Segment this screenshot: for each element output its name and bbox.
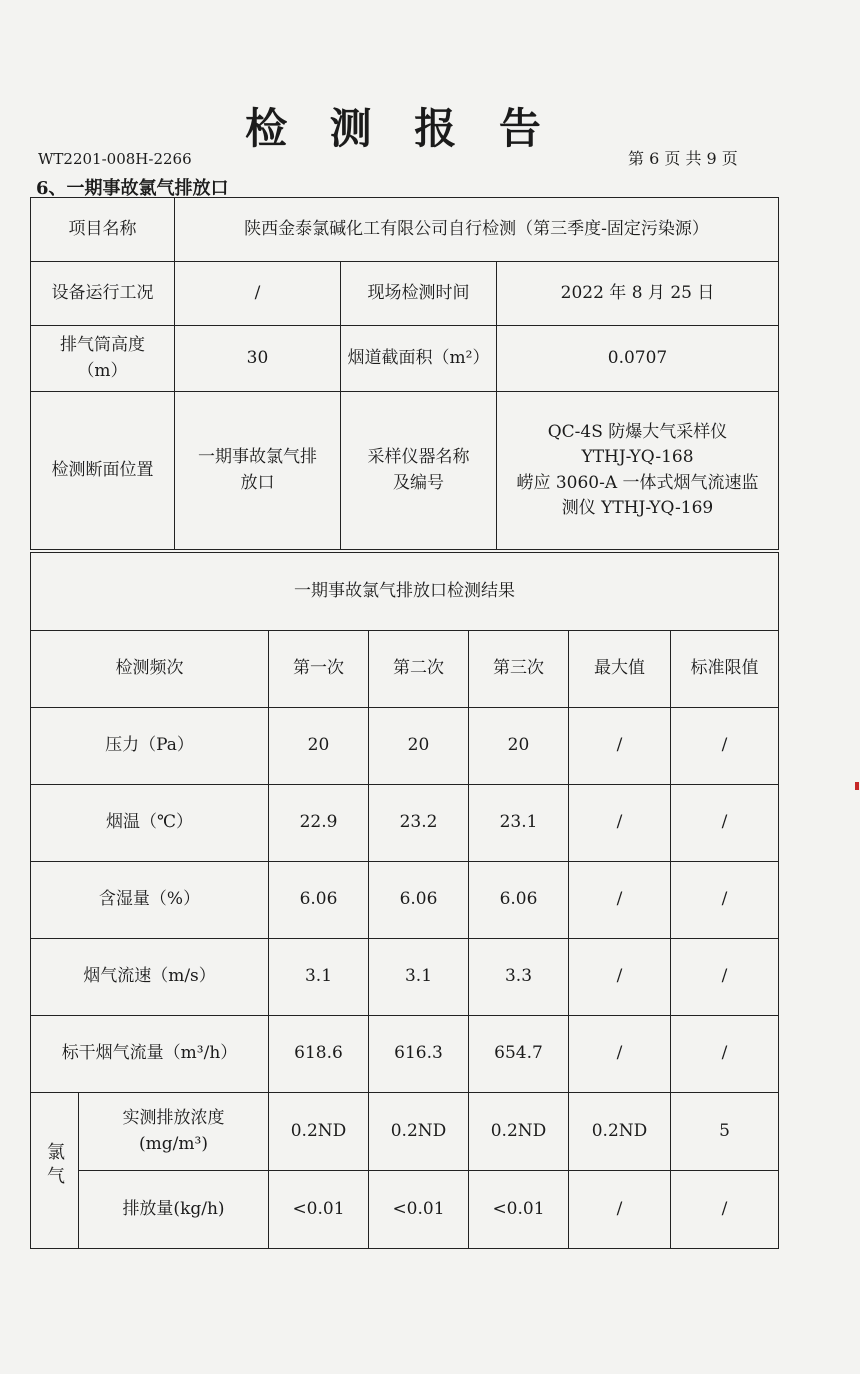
test-time-label: 现场检测时间 — [341, 262, 497, 326]
cell-value: 22.9 — [269, 785, 369, 862]
test-time-value: 2022 年 8 月 25 日 — [497, 262, 779, 326]
document-number: WT2201-008H-2266 — [38, 150, 192, 168]
header-first: 第一次 — [269, 631, 369, 708]
stack-height-label-line: 排气筒高度 — [60, 335, 145, 355]
table-row — [31, 1093, 779, 1171]
cell-value: / — [671, 862, 779, 939]
row-label: 标干烟气流量（m³/h） — [31, 1016, 269, 1093]
project-name-value: 陕西金泰氯碱化工有限公司自行检测（第三季度-固定污染源） — [175, 198, 779, 262]
cell-value: 23.1 — [469, 785, 569, 862]
project-name-label: 项目名称 — [31, 198, 175, 262]
equipment-status-value: / — [175, 262, 341, 326]
section-heading: 6、一期事故氯气排放口 — [36, 178, 229, 199]
section-position-label: 检测断面位置 — [31, 392, 175, 550]
cell-value: 0.2ND — [369, 1093, 469, 1171]
section-position-value — [175, 392, 341, 550]
cell-value: <0.01 — [269, 1171, 369, 1249]
header-third: 第三次 — [469, 631, 569, 708]
table-row — [31, 939, 779, 1016]
table-row — [31, 1171, 779, 1249]
cell-value: / — [671, 785, 779, 862]
cell-value: 6.06 — [269, 862, 369, 939]
cell-value: / — [569, 708, 671, 785]
cell-value: 6.06 — [369, 862, 469, 939]
cell-value: / — [569, 862, 671, 939]
cell-value: 3.1 — [369, 939, 469, 1016]
row-label: 含湿量（%） — [31, 862, 269, 939]
results-caption: 一期事故氯气排放口检测结果 — [31, 553, 779, 631]
cell-value: 5 — [671, 1093, 779, 1171]
header-limit: 标准限值 — [671, 631, 779, 708]
stack-height-label — [31, 326, 175, 392]
chlorine-group-text: 氯气 — [44, 1142, 65, 1191]
table-row — [31, 708, 779, 785]
table-row — [31, 862, 779, 939]
cell-value: / — [569, 785, 671, 862]
cell-value: 20 — [369, 708, 469, 785]
cell-value: / — [671, 939, 779, 1016]
cell-value: 0.2ND — [269, 1093, 369, 1171]
table-row — [31, 1016, 779, 1093]
cell-value: 0.2ND — [469, 1093, 569, 1171]
header-frequency: 检测频次 — [31, 631, 269, 708]
cell-value: 6.06 — [469, 862, 569, 939]
cell-value: 3.1 — [269, 939, 369, 1016]
report-title: 检 测 报 告 — [245, 104, 555, 153]
cell-value: / — [671, 708, 779, 785]
table-row — [31, 785, 779, 862]
stack-height-value: 30 — [175, 326, 341, 392]
row-label: 压力（Pa） — [31, 708, 269, 785]
cell-value: 0.2ND — [569, 1093, 671, 1171]
cell-value: / — [671, 1016, 779, 1093]
header-second: 第二次 — [369, 631, 469, 708]
instrument-line: YTHJ-YQ-168 — [581, 447, 694, 467]
edge-mark — [855, 782, 859, 790]
row-label-line: 实测排放浓度 — [122, 1108, 225, 1128]
equipment-status-label: 设备运行工况 — [31, 262, 175, 326]
row-label: 排放量(kg/h) — [79, 1171, 269, 1249]
row-label — [79, 1093, 269, 1171]
results-table — [30, 552, 779, 1249]
instrument-line: 测仪 YTHJ-YQ-169 — [561, 498, 714, 518]
instrument-label — [341, 392, 497, 550]
instrument-value — [497, 392, 779, 550]
instrument-label-line: 及编号 — [393, 472, 444, 493]
cell-value: 616.3 — [369, 1016, 469, 1093]
instrument-line: 崂应 3060-A 一体式烟气流速监 — [516, 472, 759, 493]
cell-value: / — [569, 1016, 671, 1093]
row-label: 烟气流速（m/s） — [31, 939, 269, 1016]
row-label-unit: (mg/m³) — [139, 1133, 208, 1154]
cell-value: / — [569, 939, 671, 1016]
cell-value: 3.3 — [469, 939, 569, 1016]
instrument-line: QC-4S 防爆大气采样仪 — [547, 421, 728, 442]
cell-value: 23.2 — [369, 785, 469, 862]
section-position-line: 放口 — [240, 472, 275, 493]
section-position-line: 一期事故氯气排 — [198, 447, 317, 467]
flue-area-value: 0.0707 — [497, 326, 779, 392]
stack-height-label-unit: （m） — [77, 360, 128, 381]
cell-value: <0.01 — [469, 1171, 569, 1249]
cell-value: / — [569, 1171, 671, 1249]
basic-info-table — [30, 197, 779, 550]
cell-value: 618.6 — [269, 1016, 369, 1093]
cell-value: <0.01 — [369, 1171, 469, 1249]
cell-value: 20 — [269, 708, 369, 785]
chlorine-group-label — [31, 1093, 79, 1249]
flue-area-label: 烟道截面积（m²） — [341, 326, 497, 392]
instrument-label-line: 采样仪器名称 — [367, 447, 470, 467]
cell-value: 654.7 — [469, 1016, 569, 1093]
header-max: 最大值 — [569, 631, 671, 708]
page-indicator: 第 6 页 共 9 页 — [628, 149, 738, 168]
cell-value: / — [671, 1171, 779, 1249]
row-label: 烟温（℃） — [31, 785, 269, 862]
cell-value: 20 — [469, 708, 569, 785]
